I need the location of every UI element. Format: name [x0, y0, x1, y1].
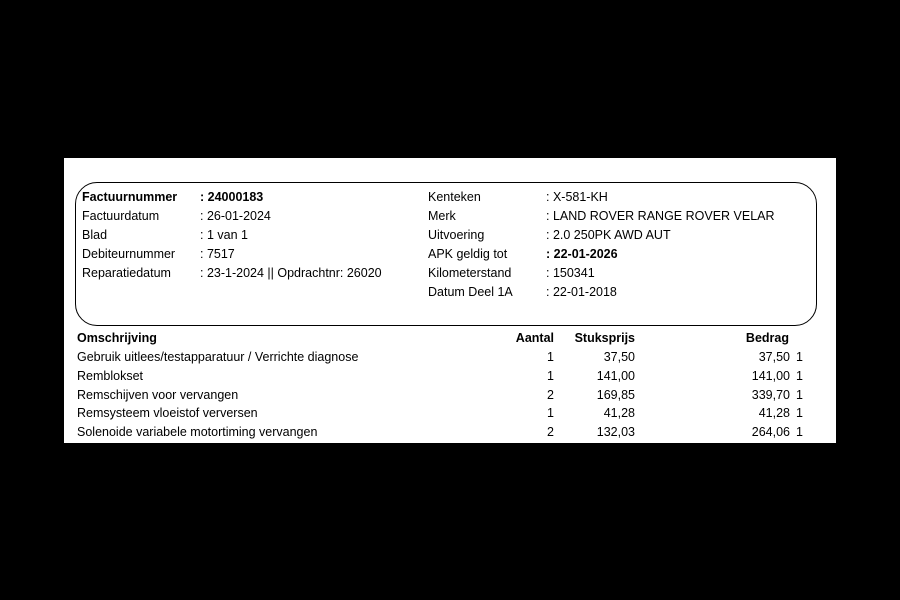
table-row [64, 425, 836, 444]
brand-label: Merk [428, 209, 456, 223]
row-code: 1 [796, 406, 803, 420]
page-label: Blad [82, 228, 108, 242]
invoice-number-label: Factuurnummer [82, 190, 178, 204]
row-unit-price: 41,28 [603, 406, 635, 420]
invoice-date-label: Factuurdatum [82, 209, 160, 223]
version-value: : 2.0 250PK AWD AUT [546, 228, 671, 242]
row-description: Solenoide variabele motortiming vervangen [77, 425, 318, 439]
invoice-number-value: : 24000183 [200, 190, 264, 204]
row-quantity: 2 [547, 388, 554, 402]
row-amount: 41,28 [758, 406, 790, 420]
date-part-1a-label: Datum Deel 1A [428, 285, 513, 299]
repair-date-label: Reparatiedatum [82, 266, 171, 280]
invoice-document [64, 158, 836, 443]
mileage-value: : 150341 [546, 266, 595, 280]
row-description: Remblokset [77, 369, 143, 383]
row-unit-price: 169,85 [596, 388, 635, 402]
row-code: 1 [796, 350, 803, 364]
row-amount: 264,06 [751, 425, 790, 439]
table-row [64, 406, 836, 425]
row-quantity: 1 [547, 406, 554, 420]
column-header-unit-price: Stuksprijs [574, 331, 635, 345]
column-header-quantity: Aantal [515, 331, 554, 345]
version-label: Uitvoering [428, 228, 485, 242]
row-unit-price: 132,03 [596, 425, 635, 439]
column-header-amount: Bedrag [745, 331, 789, 345]
row-amount: 339,70 [751, 388, 790, 402]
row-quantity: 1 [547, 350, 554, 364]
row-code: 1 [796, 388, 803, 402]
license-plate-label: Kenteken [428, 190, 481, 204]
row-quantity: 1 [547, 369, 554, 383]
table-row [64, 369, 836, 388]
row-quantity: 2 [547, 425, 554, 439]
date-part-1a-value: : 22-01-2018 [546, 285, 617, 299]
debtor-number-label: Debiteurnummer [82, 247, 176, 261]
row-description: Remsysteem vloeistof verversen [77, 406, 258, 420]
apk-valid-until-value: : 22-01-2026 [546, 247, 618, 261]
row-unit-price: 37,50 [603, 350, 635, 364]
brand-value: : LAND ROVER RANGE ROVER VELAR [546, 209, 775, 223]
column-header-description: Omschrijving [77, 331, 157, 345]
apk-valid-until-label: APK geldig tot [428, 247, 508, 261]
row-code: 1 [796, 369, 803, 383]
table-row [64, 388, 836, 407]
row-description: Remschijven voor vervangen [77, 388, 239, 402]
row-code: 1 [796, 425, 803, 439]
row-amount: 37,50 [758, 350, 790, 364]
table-row [64, 350, 836, 369]
invoice-date-value: : 26-01-2024 [200, 209, 271, 223]
row-unit-price: 141,00 [596, 369, 635, 383]
row-amount: 141,00 [751, 369, 790, 383]
debtor-number-value: : 7517 [200, 247, 235, 261]
license-plate-value: : X-581-KH [546, 190, 608, 204]
mileage-label: Kilometerstand [428, 266, 512, 280]
page-value: : 1 van 1 [200, 228, 248, 242]
repair-date-value: : 23-1-2024 || Opdrachtnr: 26020 [200, 266, 382, 280]
row-description: Gebruik uitlees/testapparatuur / Verrichte diagnose [77, 350, 359, 364]
